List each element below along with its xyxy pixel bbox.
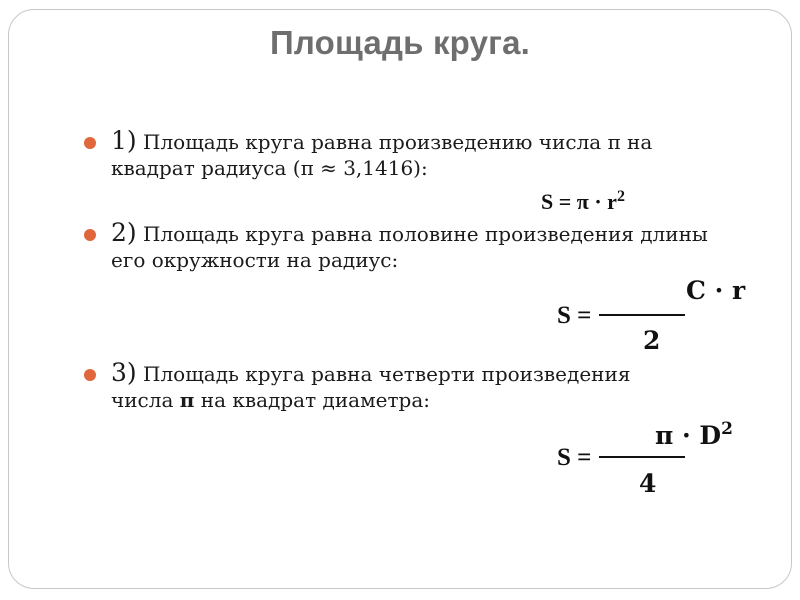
formula-1-pi: π — [576, 189, 589, 214]
formula-2-fraction — [557, 302, 685, 330]
item-2-line-2: его окружности на радиус: — [111, 248, 399, 272]
bullet-dot-2 — [84, 229, 96, 241]
formula-3-fraction — [557, 444, 685, 472]
item-3-text — [111, 360, 771, 413]
formula-3-left: S = — [557, 444, 592, 471]
formula-3-fraction-bar — [599, 456, 685, 458]
slide-frame — [8, 9, 792, 589]
item-2-number: 2) — [111, 218, 137, 247]
formula-2-fraction-bar — [599, 314, 685, 316]
item-1-text — [111, 128, 771, 181]
item-2-text — [111, 220, 771, 273]
bullet-dot-1 — [84, 137, 96, 149]
formula-2-denominator: 2 — [643, 326, 661, 355]
formula-1-exponent: 2 — [616, 188, 625, 205]
item-1-line-1: Площадь круга равна произведению числа π на — [136, 130, 653, 154]
slide-title: Площадь круга. — [269, 24, 531, 61]
formula-3-denominator: 4 — [639, 469, 657, 498]
item-2-line-1: Площадь круга равна половине произведения длины — [136, 222, 708, 246]
bullet-dot-3 — [84, 369, 96, 381]
formula-3-exponent: 2 — [721, 419, 733, 439]
formula-2-numerator: C · r — [686, 276, 746, 305]
item-3-pi: π — [179, 388, 195, 412]
formula-2-left: S = — [557, 302, 592, 329]
item-3-line-2a: числа — [111, 388, 180, 412]
formula-1 — [541, 188, 625, 215]
item-3-line-1: Площадь круга равна четверти произведения — [136, 362, 631, 386]
formula-3-numerator-text: π · D — [655, 421, 722, 450]
item-1-number: 1) — [111, 126, 137, 155]
formula-1-dot-r: · r — [588, 189, 617, 214]
item-1-line-2: квадрат радиуса (π ≈ 3,1416): — [111, 156, 428, 180]
formula-1-left: S = — [541, 189, 577, 214]
item-3-number: 3) — [111, 358, 137, 387]
item-3-line-2b: на квадрат диаметра: — [194, 388, 430, 412]
